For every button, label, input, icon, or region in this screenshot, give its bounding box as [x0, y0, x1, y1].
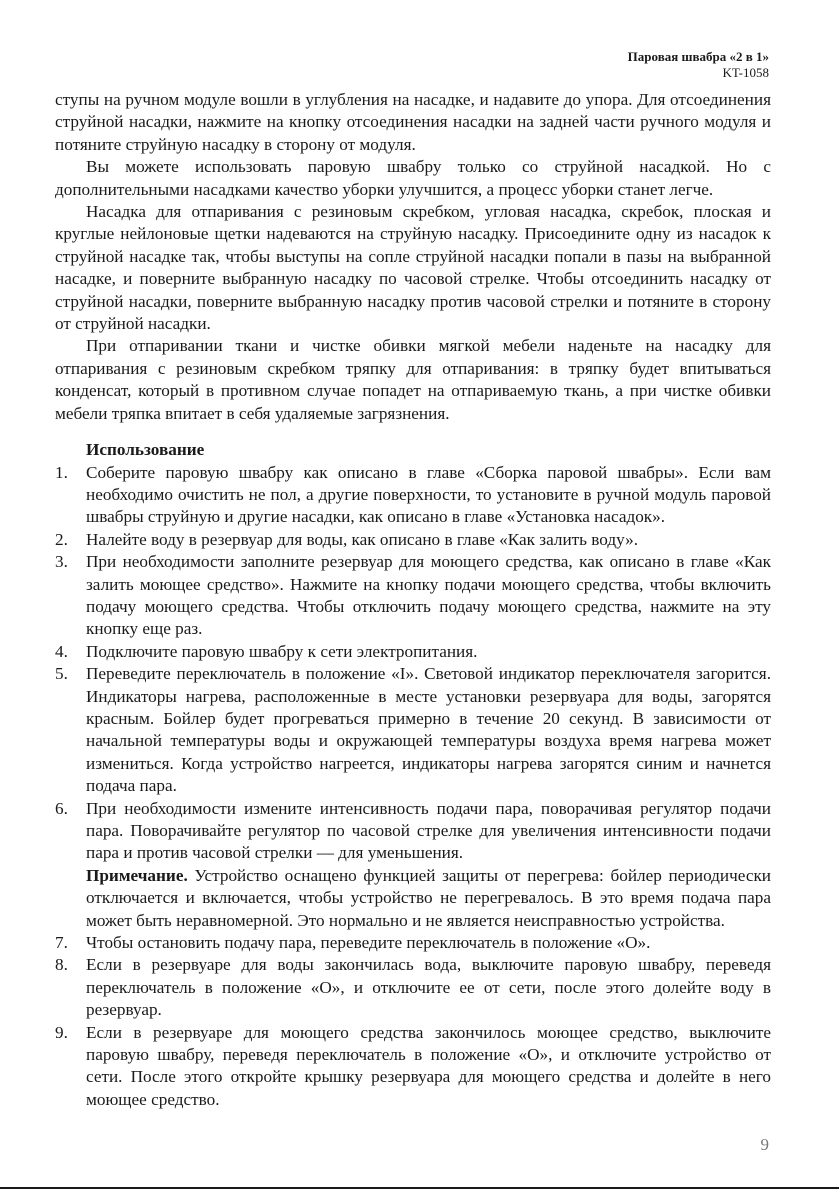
- list-item-text: Если в резервуаре для воды закончилась вода, выключите паровую швабру, переведя переключатель в положение «О», и отключите ее от сети, после этого долейте воду в резервуар.: [86, 955, 771, 1020]
- list-item-text: Если в резервуаре для моющего средства закончилось моющее средство, выключите паровую швабру, переведя переключатель в положение «О», и отключите устройство от сети. После этого откройте крышку резервуара для моющего средства и долейте в него моющее средство.: [86, 1022, 771, 1109]
- note: [86, 865, 771, 932]
- list-item: [55, 529, 771, 551]
- list-item-number: 8.: [55, 955, 68, 975]
- note-text: Устройство оснащено функцией защиты от перегрева: бойлер периодически отключается и включается, чтобы устройство не перегревалось. В это время подача пара может быть неравномерной. Это нормально и не является неисправностью устройства.: [86, 865, 771, 930]
- list-item-number: 5.: [55, 664, 68, 684]
- list-item: [55, 1022, 771, 1112]
- list-item-text: Переведите переключатель в положение «I». Световой индикатор переключателя загорится. Индикаторы нагрева, расположенные в месте установки резервуара для воды, загорятся красным. Бойлер будет прогреваться примерно в течение 20 секунд. В зависимости от начальной температуры воды и окружающей температуры воздуха время нагрева может измениться. Когда устройство нагреется, индикаторы нагрева загорятся синим и начнется подача пара.: [86, 664, 771, 796]
- list-item-text: При необходимости заполните резервуар для моющего средства, как описано в главе «Как залить моющее средство». Нажмите на кнопку подачи моющего средства, чтобы включить подачу моющего средства. Чтобы отключить подачу моющего средства, нажмите на эту кнопку еще раз.: [86, 552, 771, 639]
- page-number: 9: [760, 1135, 769, 1154]
- list-item: [55, 663, 771, 797]
- list-item: [55, 954, 771, 1021]
- list-item: [55, 798, 771, 932]
- section-title: Использование: [86, 440, 205, 460]
- running-header: [628, 49, 769, 81]
- list-item-number: 2.: [55, 529, 68, 549]
- note-label: Примечание.: [86, 865, 188, 885]
- list-item-text: При необходимости измените интенсивность подачи пара, поворачивая регулятор подачи пара. Поворачивайте регулятор по часовой стрелке для увеличения интенсивности подачи пара и против часовой стрелки — для уменьшения.: [86, 798, 771, 863]
- bottom-divider: [0, 1187, 839, 1189]
- paragraph: Вы можете использовать паровую швабру только со струйной насадкой. Но с дополнительными насадками качество уборки улучшится, а процесс уборки станет легче.: [55, 157, 771, 199]
- list-item: [55, 551, 771, 641]
- list-item: [55, 641, 771, 663]
- list-item-number: 1.: [55, 462, 68, 482]
- list-item: [55, 462, 771, 529]
- list-item-text: Чтобы остановить подачу пара, переведите переключатель в положение «О».: [86, 933, 651, 953]
- header-model-number: KT-1058: [722, 65, 769, 80]
- list-item-text: Соберите паровую швабру как описано в главе «Сборка паровой швабры». Если вам необходимо очистить не пол, а другие поверхности, то установите в ручной модуль паровой швабры струйную и другие насадки, как описано в главе «Установка насадок».: [86, 462, 771, 527]
- header-title: Паровая швабра «2 в 1»: [627, 49, 769, 64]
- list-item-number: 9.: [55, 1022, 68, 1042]
- paragraph: ступы на ручном модуле вошли в углубления на насадке, и надавите до упора. Для отсоединения струйной насадки, нажмите на кнопку отсоединения насадки на задней части ручного модуля и потяните струйную насадку в сторону от модуля.: [55, 90, 771, 154]
- body-text: [55, 89, 771, 1111]
- list-item: [55, 932, 771, 954]
- list-item-number: 6.: [55, 798, 68, 818]
- list-item-text: Налейте воду в резервуар для воды, как описано в главе «Как залить воду».: [86, 529, 639, 549]
- paragraph: При отпаривании ткани и чистке обивки мягкой мебели наденьте на насадку для отпаривания с резиновым скребком тряпку для отпаривания: в тряпку будет впитываться конденсат, который в противном случае попадет на отпариваемую ткань, а при чистке обивки мебели тряпка впитает в себя удаляемые загрязнения.: [55, 336, 771, 423]
- list-item-text: Подключите паровую швабру к сети электропитания.: [86, 641, 478, 661]
- list-item-number: 4.: [55, 641, 68, 661]
- paragraph: Насадка для отпаривания с резиновым скребком, угловая насадка, скребок, плоская и круглые нейлоновые щетки надеваются на струйную насадку. Присоедините одну из насадок к струйной насадке так, чтобы выступы на сопле струйной насадки попали в пазы на выбранной насадке, и поверните выбранную насадку по часовой стрелке. Чтобы отсоединить насадку от струйной насадки, поверните выбранную насадку против часовой стрелки и потяните в сторону от струйной насадки.: [55, 202, 771, 334]
- list-item-number: 7.: [55, 933, 68, 953]
- usage-steps-list: [55, 462, 771, 1112]
- list-item-number: 3.: [55, 552, 68, 572]
